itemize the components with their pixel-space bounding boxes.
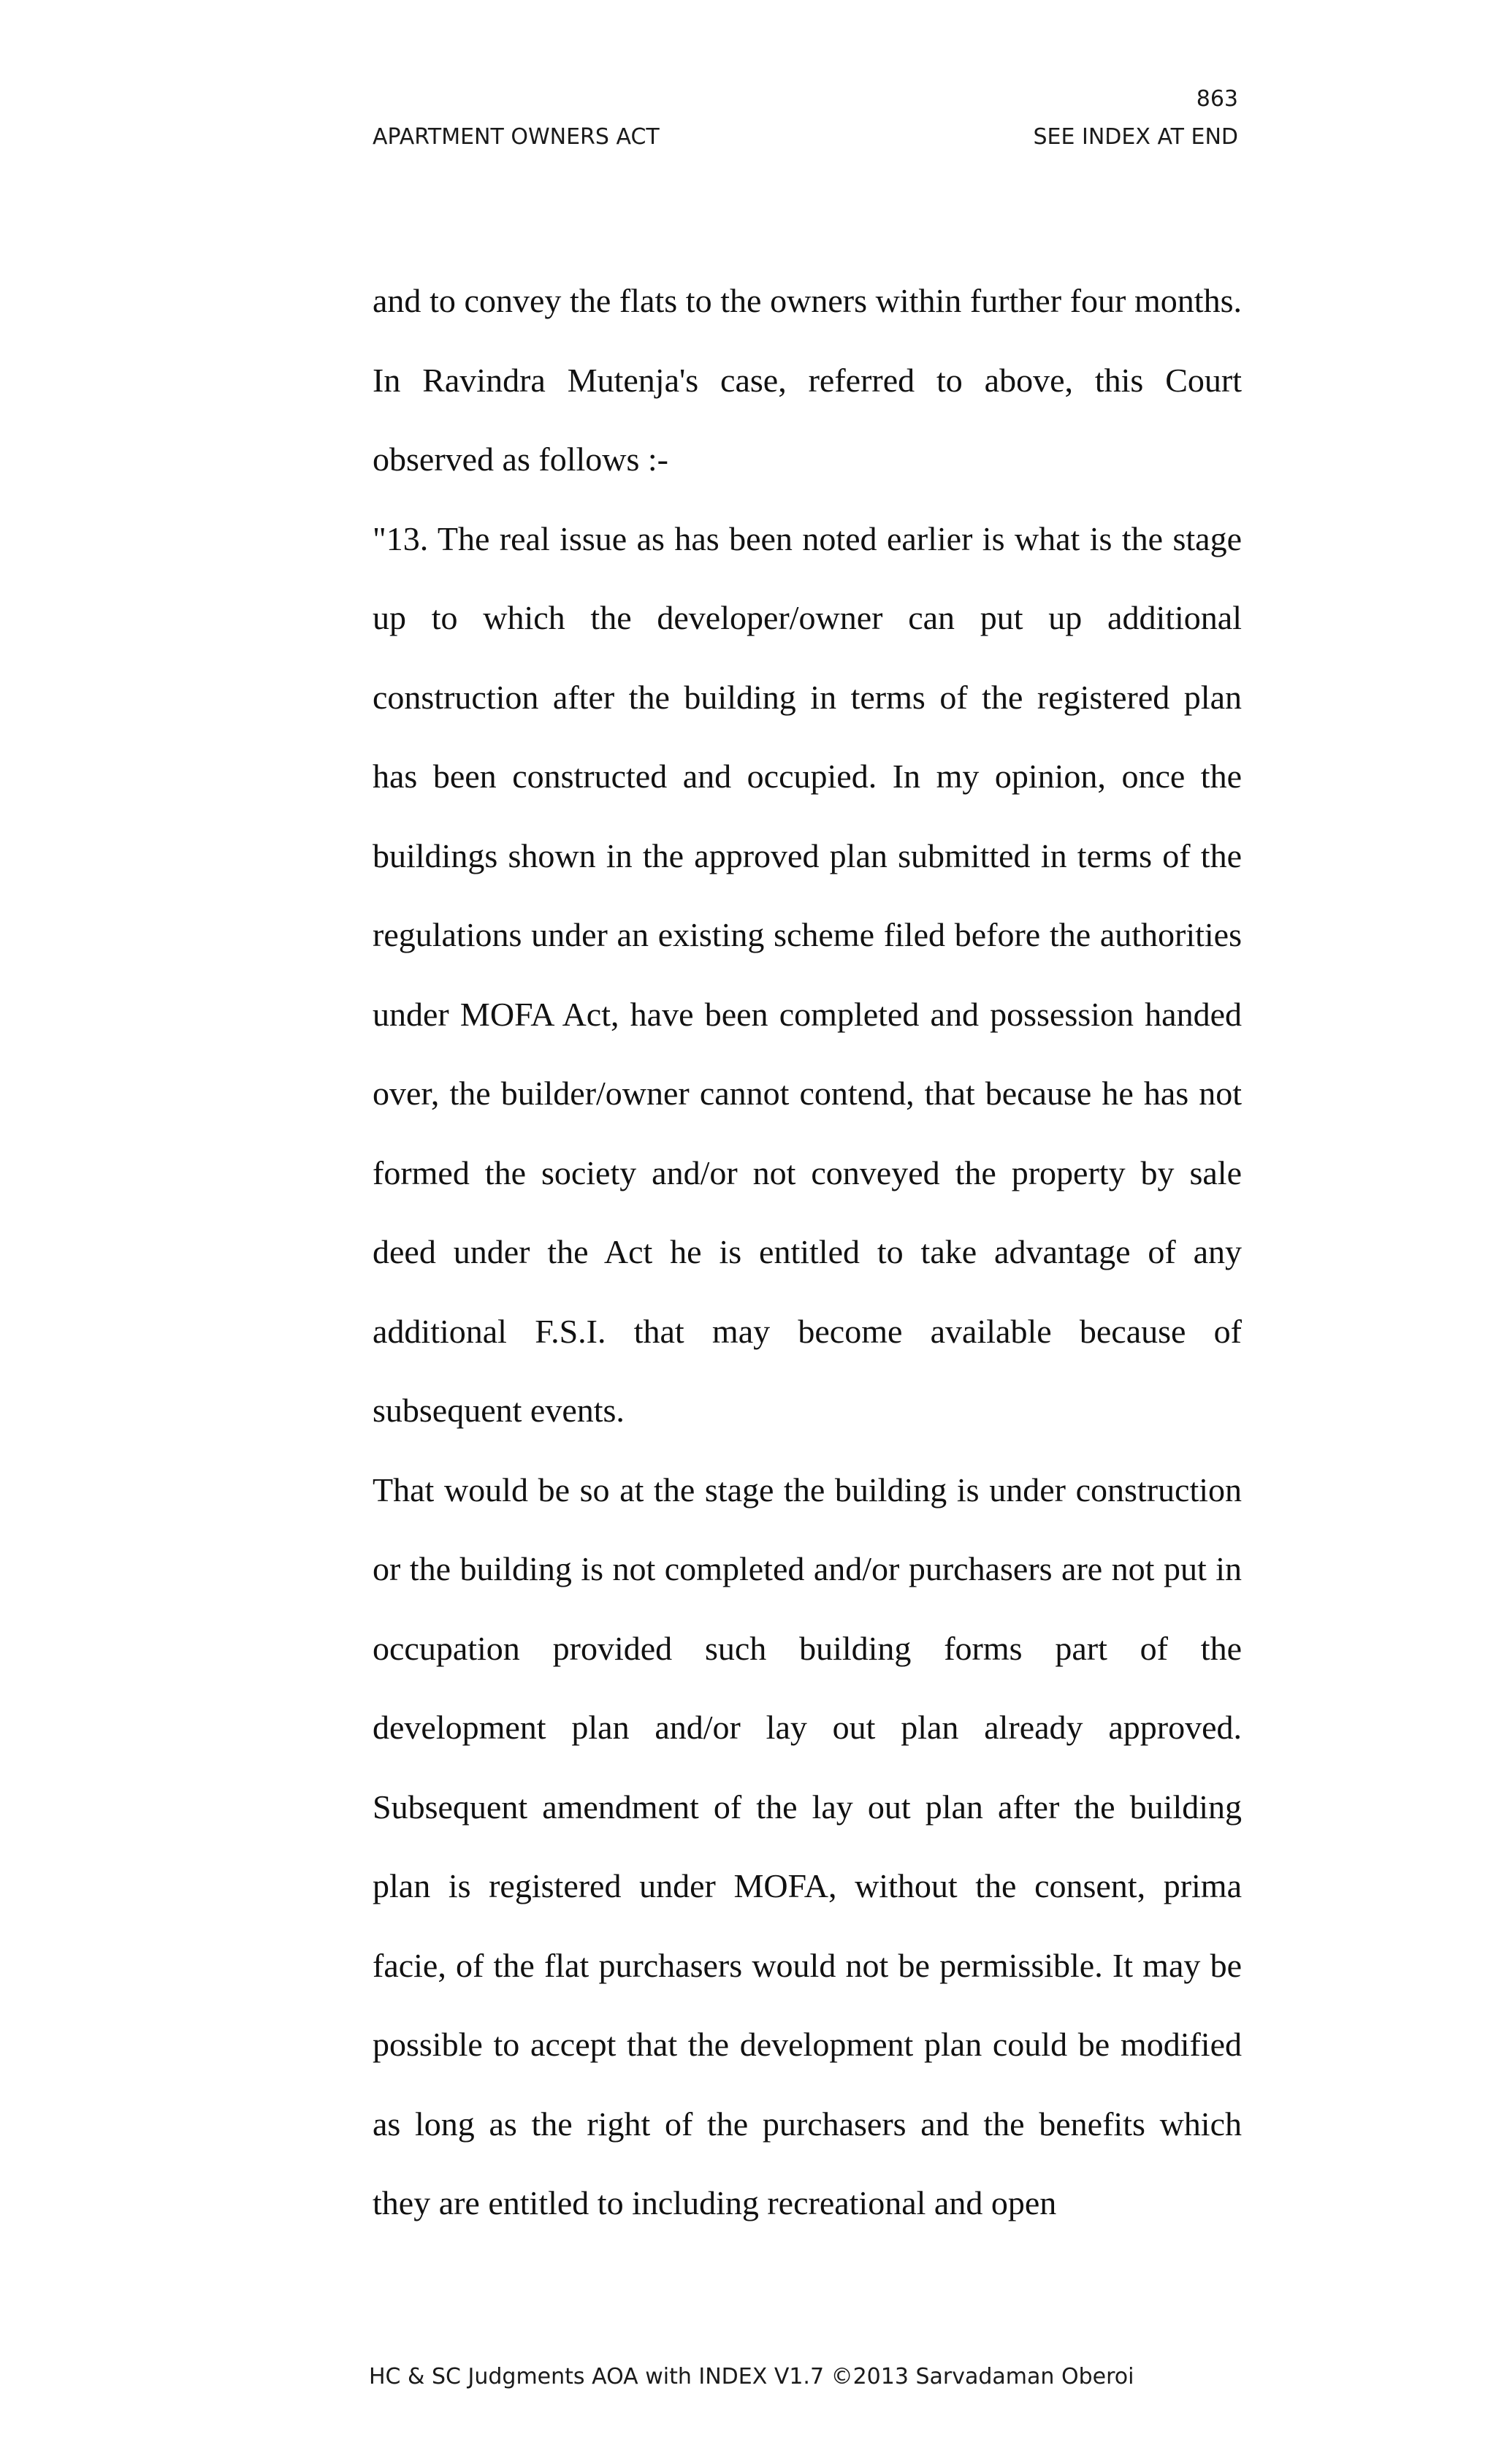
document-body (373, 262, 1242, 2243)
running-header-title: APARTMENT OWNERS ACT (373, 124, 660, 150)
page-number: 863 (1196, 86, 1238, 112)
running-header-index-note: SEE INDEX AT END (1033, 124, 1238, 150)
page-footer: HC & SC Judgments AOA with INDEX V1.7 ©2013 Sarvadaman Oberoi (369, 2364, 1134, 2389)
paragraph: That would be so at the stage the building is under construction or the building is not completed and/or purchasers are not put in occupation provided such building forms part of the development plan and/or lay out plan already approved. Subsequent amendment of the lay out plan after the building plan is registered under MOFA, without the consent, prima facie, of the flat purchasers would not be permissible. It may be possible to accept that the development plan could be modified as long as the right of the purchasers and the benefits which they are entitled to including recreational and open (373, 1471, 1242, 2221)
paragraph: and to convey the flats to the owners within further four months. In Ravindra Mutenja's case, referred to above, this Court observed as follows :- (373, 282, 1242, 478)
paragraph: "13. The real issue as has been noted earlier is what is the stage up to which the developer/owner can put up additional construction after the building in terms of the registered plan has been constructed and occupied. In my opinion, once the buildings shown in the approved plan submitted in terms of the regulations under an existing scheme filed before the authorities under MOFA Act, have been completed and possession handed over, the builder/owner cannot contend, that because he has not formed the society and/or not conveyed the property by sale deed under the Act he is entitled to take advantage of any additional F.S.I. that may become available because of subsequent events. (373, 519, 1242, 1429)
